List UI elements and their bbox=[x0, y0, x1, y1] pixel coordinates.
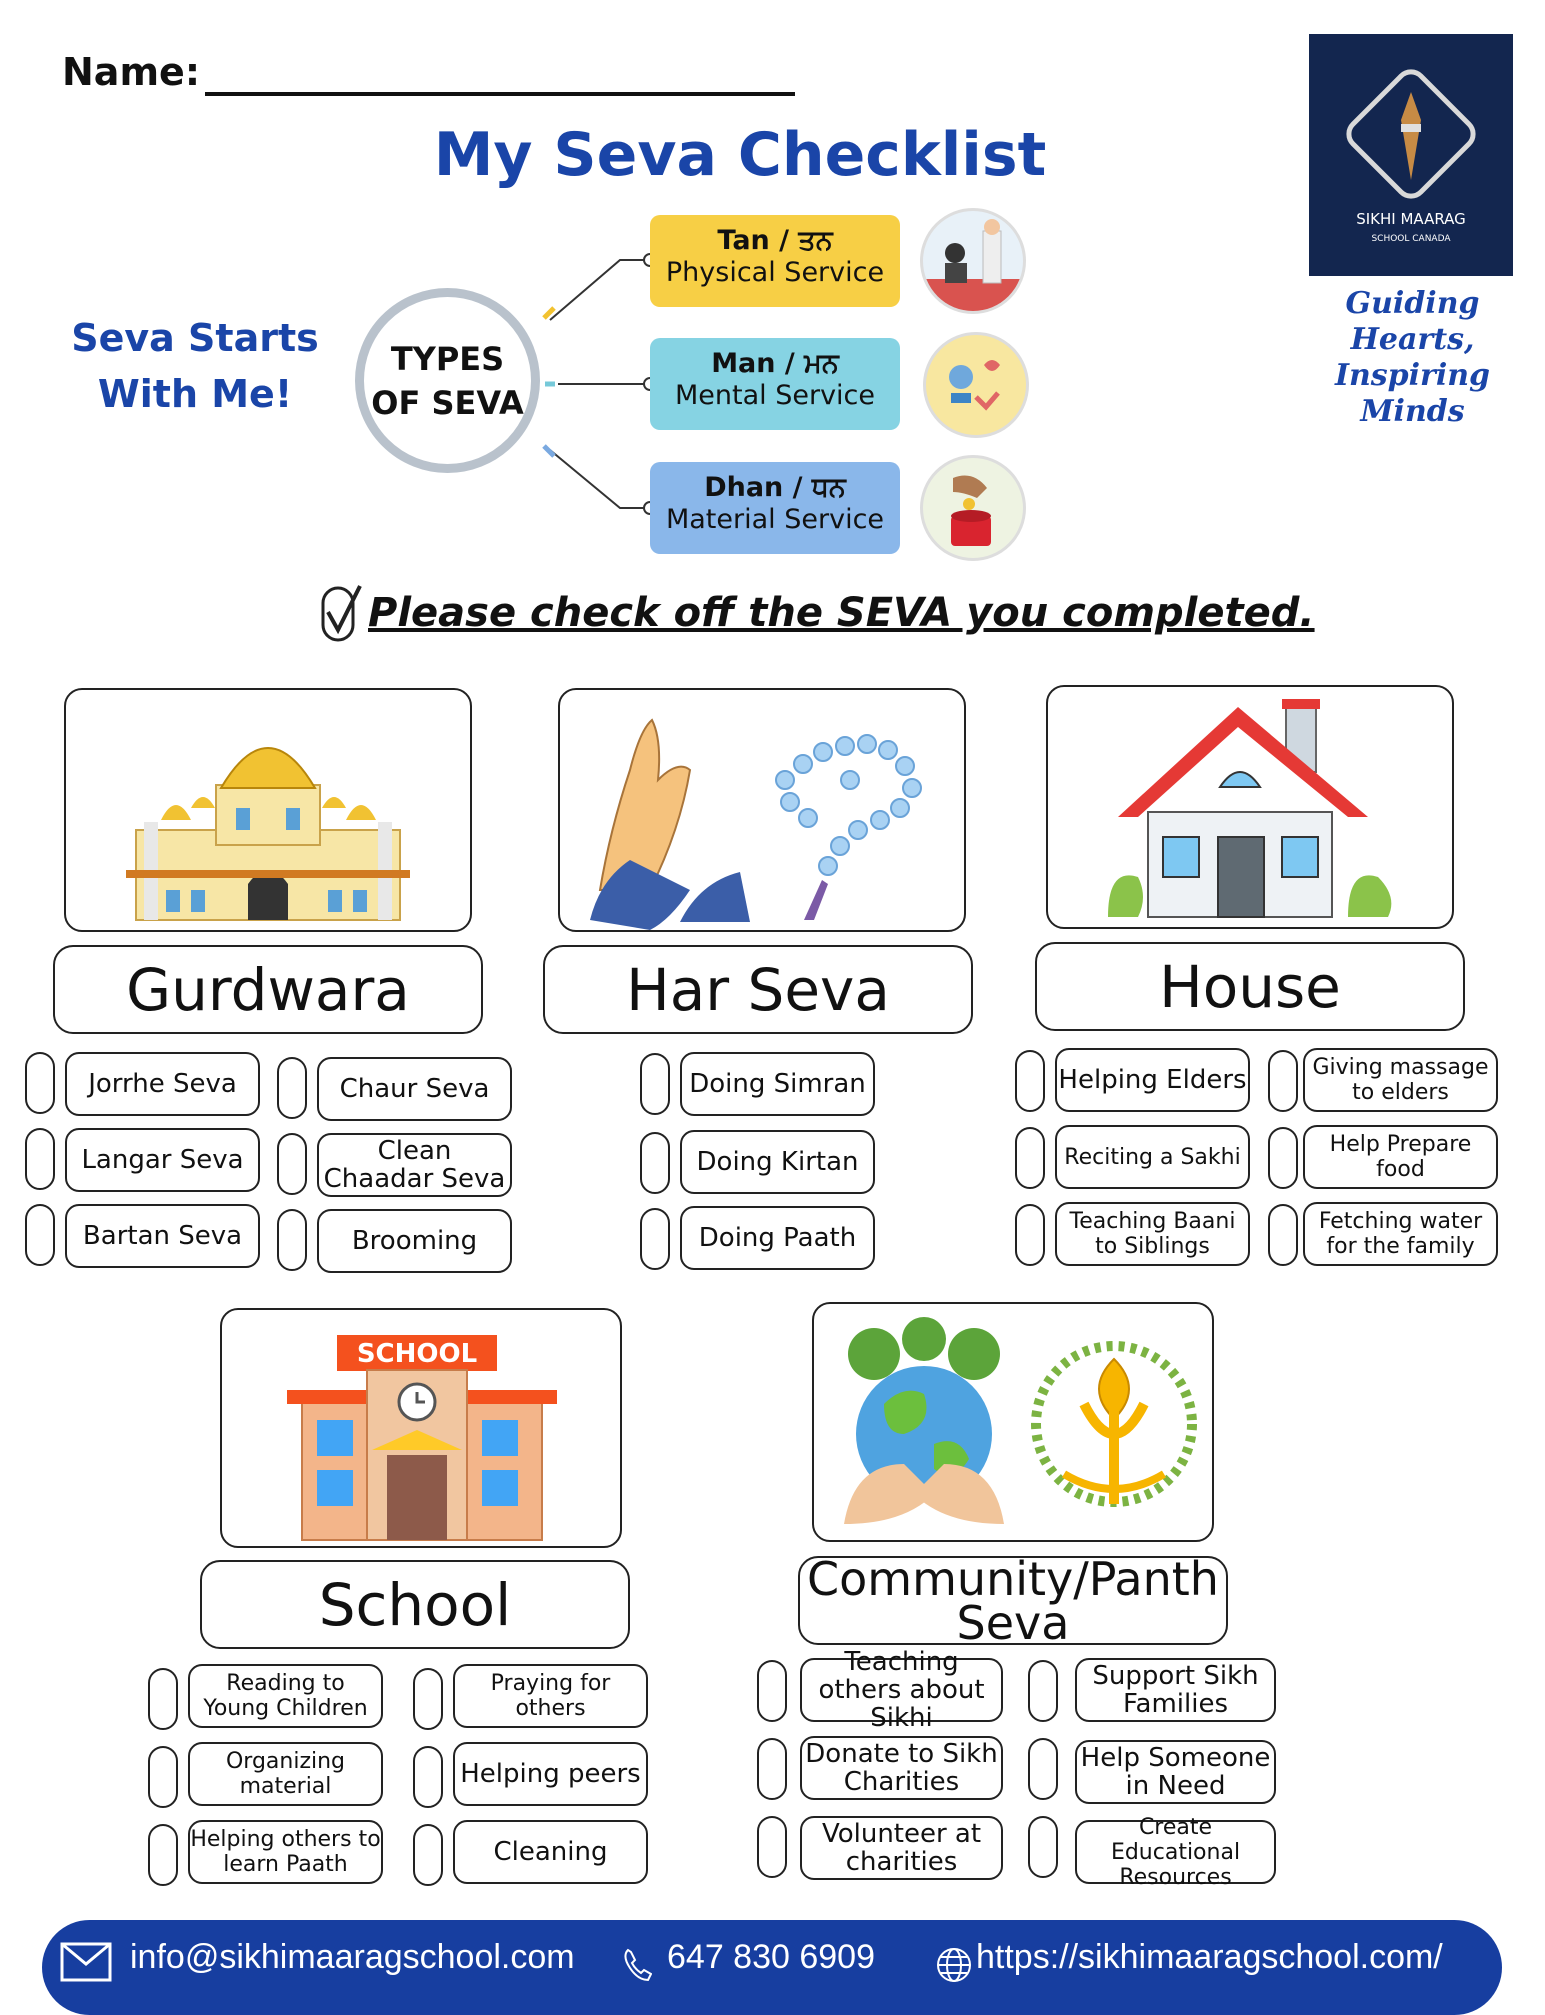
checkbox-helping-learn-paath[interactable] bbox=[148, 1824, 178, 1886]
service-dhan-name: Dhan / ਧਨ bbox=[704, 472, 846, 503]
instruction-text: Please check off the SEVA you completed. bbox=[368, 590, 1315, 636]
item-teaching-baani: Teaching Baani to Siblings bbox=[1055, 1202, 1250, 1266]
material-service-icon bbox=[920, 455, 1026, 561]
checkbox-giving-massage[interactable] bbox=[1268, 1050, 1298, 1112]
checkbox-jorrhe-seva[interactable] bbox=[25, 1052, 55, 1114]
types-connectors bbox=[520, 240, 660, 540]
page-title: My Seva Checklist bbox=[433, 120, 1047, 190]
checkbox-cleaning[interactable] bbox=[413, 1824, 443, 1886]
item-teaching-about-sikhi: Teaching others about Sikhi bbox=[800, 1658, 1003, 1722]
globe-icon bbox=[935, 1946, 973, 1984]
checkbox-volunteer-charities[interactable] bbox=[757, 1816, 787, 1878]
category-har-seva-title: Har Seva bbox=[543, 945, 973, 1034]
item-doing-paath: Doing Paath bbox=[680, 1206, 875, 1270]
category-school-title: School bbox=[200, 1560, 630, 1649]
house-image bbox=[1046, 685, 1454, 929]
svg-text:SCHOOL: SCHOOL bbox=[356, 1339, 478, 1369]
item-giving-massage: Giving massage to elders bbox=[1303, 1048, 1498, 1112]
item-helping-learn-paath: Helping others to learn Paath bbox=[188, 1820, 383, 1884]
item-fetching-water: Fetching water for the family bbox=[1303, 1202, 1498, 1266]
item-organizing-material: Organizing material bbox=[188, 1742, 383, 1806]
checkbox-clean-chaadar-seva[interactable] bbox=[277, 1133, 307, 1195]
checkbox-langar-seva[interactable] bbox=[25, 1128, 55, 1190]
checkbox-helping-elders[interactable] bbox=[1015, 1050, 1045, 1112]
footer-email[interactable]: info@sikhimaaragschool.com bbox=[130, 1938, 575, 1976]
footer-phone[interactable]: 647 830 6909 bbox=[667, 1938, 875, 1976]
logo-text-2: SCHOOL CANADA bbox=[1371, 234, 1451, 244]
checkbox-support-sikh-families[interactable] bbox=[1028, 1660, 1058, 1722]
service-tan-desc: Physical Service bbox=[665, 257, 885, 288]
school-logo bbox=[1309, 34, 1513, 276]
service-tan-name: Tan / ਤਨ bbox=[717, 225, 833, 256]
service-dhan bbox=[650, 462, 900, 554]
checkbox-help-prepare-food[interactable] bbox=[1268, 1127, 1298, 1189]
checkbox-chaur-seva[interactable] bbox=[277, 1057, 307, 1119]
item-helping-peers: Helping peers bbox=[453, 1742, 648, 1806]
item-volunteer-charities: Volunteer at charities bbox=[800, 1816, 1003, 1880]
tagline: Guiding Hearts, Inspiring Minds bbox=[1334, 286, 1491, 429]
checkbox-helping-peers[interactable] bbox=[413, 1746, 443, 1808]
checkbox-bartan-seva[interactable] bbox=[25, 1204, 55, 1266]
item-brooming: Brooming bbox=[317, 1209, 512, 1273]
item-cleaning: Cleaning bbox=[453, 1820, 648, 1884]
mental-service-icon bbox=[923, 332, 1029, 438]
checkbox-organizing-material[interactable] bbox=[148, 1746, 178, 1808]
checkbox-teaching-about-sikhi[interactable] bbox=[757, 1660, 787, 1722]
checkbox-doing-simran[interactable] bbox=[640, 1053, 670, 1115]
types-of-seva-circle: TYPES OF SEVA bbox=[355, 288, 540, 473]
item-chaur-seva: Chaur Seva bbox=[317, 1057, 512, 1121]
gurdwara-image bbox=[64, 688, 472, 932]
checkbox-fetching-water[interactable] bbox=[1268, 1204, 1298, 1266]
item-bartan-seva: Bartan Seva bbox=[65, 1204, 260, 1268]
footer-bar bbox=[42, 1920, 1502, 2015]
checkbox-create-educational-resources[interactable] bbox=[1028, 1816, 1058, 1878]
item-jorrhe-seva: Jorrhe Seva bbox=[65, 1052, 260, 1116]
item-clean-chaadar-seva: Clean Chaadar Seva bbox=[317, 1133, 512, 1197]
seva-starts-heading: Seva Starts With Me! bbox=[71, 316, 319, 416]
checkbox-help-someone-in-need[interactable] bbox=[1028, 1738, 1058, 1800]
phone-icon bbox=[622, 1948, 652, 1982]
checkbox-doing-kirtan[interactable] bbox=[640, 1132, 670, 1194]
item-doing-simran: Doing Simran bbox=[680, 1052, 875, 1116]
logo-text-1: SIKHI MAARAG bbox=[1356, 210, 1466, 228]
category-gurdwara-title: Gurdwara bbox=[53, 945, 483, 1034]
category-house-title: House bbox=[1035, 942, 1465, 1031]
item-langar-seva: Langar Seva bbox=[65, 1128, 260, 1192]
checkbox-teaching-baani[interactable] bbox=[1015, 1204, 1045, 1266]
item-help-someone-in-need: Help Someone in Need bbox=[1075, 1740, 1276, 1804]
service-man bbox=[650, 338, 900, 430]
checkbox-reciting-sakhi[interactable] bbox=[1015, 1127, 1045, 1189]
service-man-name: Man / ਮਨ bbox=[711, 348, 839, 379]
checkbox-brooming[interactable] bbox=[277, 1209, 307, 1271]
checkbox-donate-sikh-charities[interactable] bbox=[757, 1738, 787, 1800]
item-support-sikh-families: Support Sikh Families bbox=[1075, 1658, 1276, 1722]
item-doing-kirtan: Doing Kirtan bbox=[680, 1130, 875, 1194]
email-icon bbox=[60, 1942, 112, 1982]
name-label: Name: bbox=[62, 50, 201, 94]
har-seva-image bbox=[558, 688, 966, 932]
checkbox-praying-for-others[interactable] bbox=[413, 1668, 443, 1730]
item-praying-for-others: Praying for others bbox=[453, 1664, 648, 1728]
item-donate-sikh-charities: Donate to Sikh Charities bbox=[800, 1736, 1003, 1800]
footer-website[interactable]: https://sikhimaaragschool.com/ bbox=[976, 1938, 1443, 1976]
service-man-desc: Mental Service bbox=[674, 380, 876, 411]
school-image bbox=[220, 1308, 622, 1548]
name-line[interactable] bbox=[205, 92, 795, 96]
item-help-prepare-food: Help Prepare food bbox=[1303, 1125, 1498, 1189]
service-dhan-desc: Material Service bbox=[665, 504, 885, 535]
item-helping-elders: Helping Elders bbox=[1055, 1048, 1250, 1112]
checkmark-icon bbox=[320, 582, 366, 650]
checkbox-doing-paath[interactable] bbox=[640, 1208, 670, 1270]
item-reciting-sakhi: Reciting a Sakhi bbox=[1055, 1125, 1250, 1189]
category-community-title: Community/Panth Seva bbox=[798, 1556, 1228, 1645]
service-tan bbox=[650, 215, 900, 307]
community-image bbox=[812, 1302, 1214, 1542]
checkbox-reading-young-children[interactable] bbox=[148, 1668, 178, 1730]
item-create-educational-resources: Create Educational Resources bbox=[1075, 1820, 1276, 1884]
physical-service-icon bbox=[920, 208, 1026, 314]
item-reading-young-children: Reading to Young Children bbox=[188, 1664, 383, 1728]
